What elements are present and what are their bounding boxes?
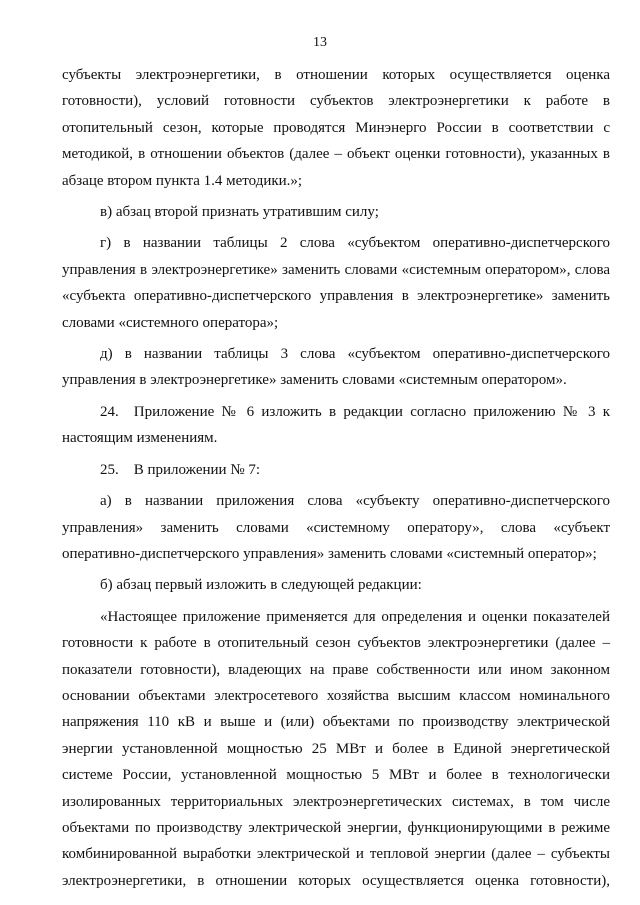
paragraph-item-a: а) в названии приложения слова «субъекту оперативно-диспетчерского управления» заменить словами «системному оператору», слова «субъект оперативно-диспетчерского управления» заменить словами «системный оператор»; — [62, 493, 610, 562]
paragraph-quoted-text: «Настоящее приложение применяется для определения и оценки показателей готовности к работе в отопительный сезон субъектов электроэнергетики (далее – показатели готовности), владеющих на праве собственности или ином законном основании объектами электросетевого хозяйства высшим классом номинального напряжения 110 кВ и выше и (или) объектами по производству электрической энергии установленной мощностью 25 МВт и более в Единой энергетической системе России, установленной мощностью 5 МВт и более в технологически изолированных территориальных электроэнергетических системах, в том числе объектами по производству электрической энергии, функционирующими в режиме комбинированной выработки электрической и тепловой энергии (далее – субъекты электроэнергетики, в отношении которых осуществляется оценка готовности), — [62, 608, 610, 889]
paragraph-item-v: в) абзац второй признать утратившим силу; — [100, 204, 379, 221]
paragraph-item-d: д) в названии таблицы 3 слова «субъектом оперативно-диспетчерского управления в электроэнергетике» заменить словами «системным оператором». — [62, 346, 610, 389]
page-number: 13 — [313, 35, 327, 50]
paragraph-continuation: субъекты электроэнергетики, в отношении которых осуществляется оценка готовности), условий готовности субъектов электроэнергетики к работе в отопительный сезон, которые проводятся Минэнерго России в соответствии с методикой, в отношении объектов (далее – объект оценки готовности), указанных в абзаце втором пункта 1.4 методики.»; — [62, 67, 610, 189]
paragraph-item-b: б) абзац первый изложить в следующей редакции: — [100, 577, 422, 594]
document-body — [62, 62, 610, 894]
paragraph-point-25: 25. В приложении № 7: — [100, 461, 261, 478]
paragraph-point-24: 24. Приложение № 6 изложить в редакции согласно приложению № 3 к настоящим изменениям. — [62, 403, 610, 447]
paragraph-item-g: г) в названии таблицы 2 слова «субъектом оперативно-диспетчерского управления в электроэнергетике» заменить словами «системным оператором», слова «субъекта оперативно-диспетчерского управления в электроэнергетике» заменить словами «системного оператора»; — [62, 235, 610, 331]
